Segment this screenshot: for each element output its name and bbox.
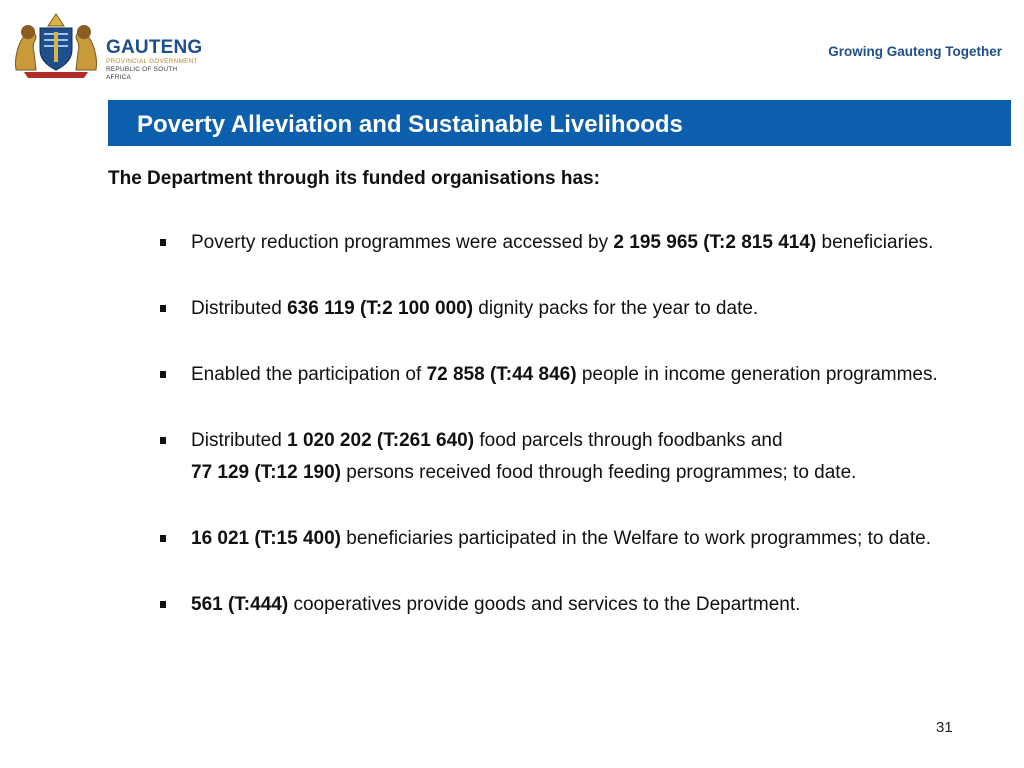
org-subtitle: PROVINCIAL GOVERNMENT — [106, 58, 198, 65]
bullet-text: dignity packs for the year to date. — [473, 298, 759, 319]
bullet-figure: 2 195 965 (T:2 815 414) — [613, 232, 817, 253]
bullet-text: beneficiaries. — [816, 232, 934, 253]
bullet-figure: 1 020 202 (T:261 640) — [287, 430, 475, 451]
bullet-text: beneficiaries participated in the Welfare to work programmes; to date. — [341, 528, 931, 549]
bullet-figure: 636 119 (T:2 100 000) — [287, 298, 474, 319]
bullet-text: people in income generation programmes. — [576, 364, 938, 385]
bullet-text: persons received food through feeding programmes; to date. — [341, 462, 857, 483]
bullet-text: Poverty reduction programmes were accessed by — [191, 232, 614, 253]
bullet-item — [160, 229, 1000, 256]
bullet-text: Distributed — [191, 430, 288, 451]
bullet-figure: 72 858 (T:44 846) — [426, 364, 577, 385]
gauteng-logo — [10, 12, 203, 81]
bullet-text: Enabled the participation of — [191, 364, 427, 385]
bullet-figure: 16 021 (T:15 400) — [191, 528, 341, 549]
bullet-item — [160, 591, 1000, 618]
bullet-item — [160, 427, 1000, 486]
bullet-item — [160, 361, 1000, 388]
page-number: 31 — [936, 719, 953, 736]
bullet-figure: 561 (T:444) — [191, 594, 289, 615]
org-block — [106, 38, 202, 82]
intro-text: The Department through its funded organisations has: — [108, 168, 600, 189]
org-country: REPUBLIC OF SOUTH AFRICA — [106, 66, 178, 81]
title-banner — [108, 100, 1011, 146]
bullet-text: cooperatives provide goods and services to the Department. — [288, 594, 801, 615]
slide-title: Poverty Alleviation and Sustainable Livelihoods — [137, 111, 683, 138]
bullet-item — [160, 525, 1000, 552]
org-name: GAUTENG — [106, 37, 203, 58]
bullet-list — [160, 229, 1000, 618]
bullet-item — [160, 295, 1000, 322]
tagline: Growing Gauteng Together — [828, 44, 1002, 59]
coat-of-arms-icon — [10, 12, 102, 78]
bullet-text: food parcels through foodbanks and — [474, 430, 783, 451]
bullet-text: Distributed — [191, 298, 288, 319]
bullet-figure: 77 129 (T:12 190) — [191, 462, 341, 483]
